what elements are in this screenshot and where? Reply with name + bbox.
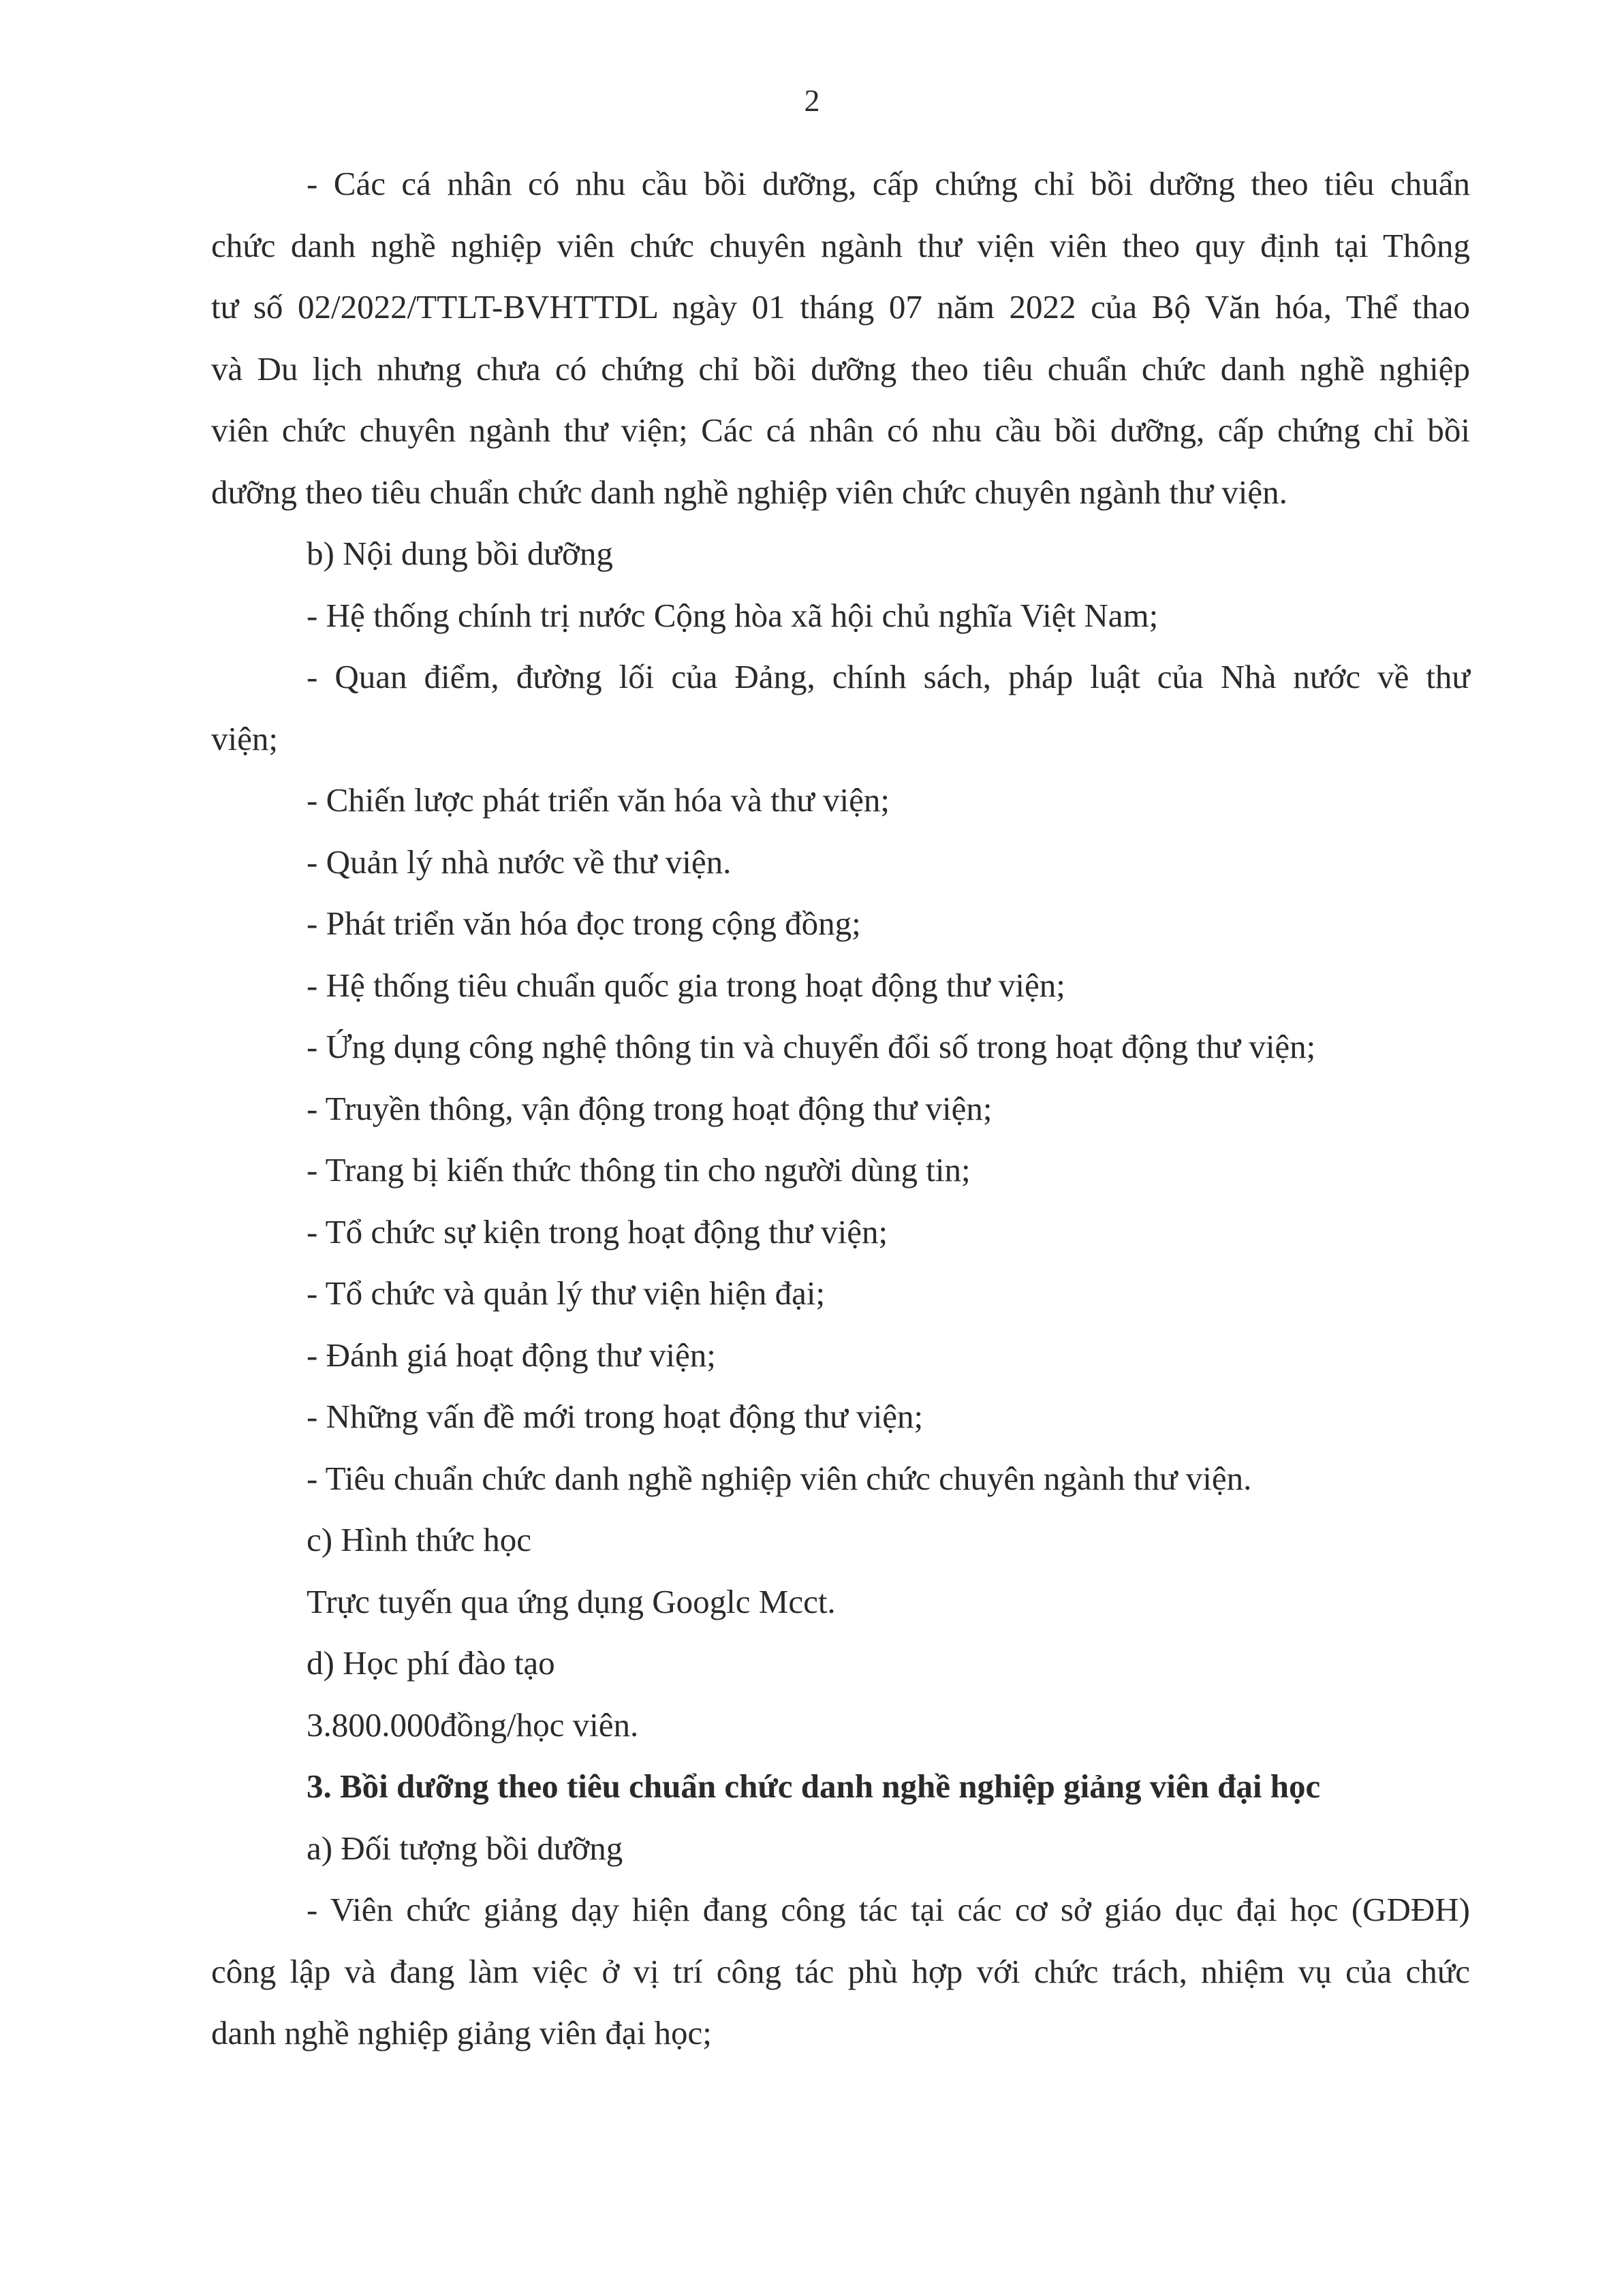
section-c-heading: c) Hình thức học (307, 1521, 531, 1558)
list-item: - Những vấn đề mới trong hoạt động thư viện; (307, 1398, 924, 1435)
section-d-heading: d) Học phí đào tạo (307, 1644, 555, 1682)
section-b-heading: b) Nội dung bồi dưỡng (307, 535, 613, 572)
paragraph-line: công lập và đang làm việc ở vị trí công tác phù hợp với chức trách, nhiệm vụ của chức (211, 1952, 1470, 1990)
list-item: - Tiêu chuẩn chức danh nghề nghiệp viên chức chuyên ngành thư viện. (307, 1459, 1252, 1497)
paragraph-line: chức danh nghề nghiệp viên chức chuyên ngành thư viện viên theo quy định tại Thông (211, 226, 1470, 264)
list-item: - Hệ thống tiêu chuẩn quốc gia trong hoạt động thư viện; (307, 966, 1065, 1004)
document-body (211, 153, 1470, 2064)
paragraph-line: và Du lịch nhưng chưa có chứng chỉ bồi dưỡng theo tiêu chuẩn chức danh nghề nghiệp (211, 349, 1470, 388)
paragraph-line: dưỡng theo tiêu chuẩn chức danh nghề nghiệp viên chức chuyên ngành thư viện. (211, 473, 1287, 511)
paragraph-line: tư số 02/2022/TTLT-BVHTTDL ngày 01 tháng 07 năm 2022 của Bộ Văn hóa, Thể thao (211, 288, 1470, 326)
list-item: - Hệ thống chính trị nước Cộng hòa xã hội chủ nghĩa Việt Nam; (307, 596, 1159, 634)
list-item: - Truyền thông, vận động trong hoạt động thư viện; (307, 1089, 993, 1127)
list-item-continuation: viện; (211, 719, 278, 757)
list-item: - Tổ chức và quản lý thư viện hiện đại; (307, 1274, 826, 1312)
list-item: - Chiến lược phát triển văn hóa và thư viện; (307, 781, 890, 819)
paragraph-line: - Các cá nhân có nhu cầu bồi dưỡng, cấp chứng chỉ bồi dưỡng theo tiêu chuẩn (307, 165, 1470, 202)
section-3a-heading: a) Đối tượng bồi dưỡng (307, 1829, 623, 1867)
paragraph-line: - Viên chức giảng dạy hiện đang công tác tại các cơ sở giáo dục đại học (GDĐH) (307, 1891, 1470, 1928)
list-item: - Tổ chức sự kiện trong hoạt động thư viện; (307, 1212, 888, 1251)
list-item: - Đánh giá hoạt động thư viện; (307, 1336, 716, 1374)
section-3-heading: 3. Bồi dưỡng theo tiêu chuẩn chức danh nghề nghiệp giảng viên đại học (307, 1767, 1321, 1805)
list-item: - Quản lý nhà nước về thư viện. (307, 843, 732, 881)
page-number: 2 (804, 83, 820, 118)
section-d-text: 3.800.000đồng/học viên. (307, 1705, 639, 1744)
section-c-text: Trực tuyến qua ứng dụng Googlc Mcct. (307, 1582, 836, 1620)
paragraph-line: danh nghề nghiệp giảng viên đại học; (211, 2014, 712, 2051)
list-item: - Ứng dụng công nghệ thông tin và chuyển đổi số trong hoạt động thư viện; (307, 1028, 1316, 1065)
paragraph-line: viên chức chuyên ngành thư viện; Các cá nhân có nhu cầu bồi dưỡng, cấp chứng chỉ bồi (211, 411, 1470, 449)
list-item: - Quan điểm, đường lối của Đảng, chính sách, pháp luật của Nhà nước về thư (307, 658, 1470, 695)
list-item: - Trang bị kiến thức thông tin cho người dùng tin; (307, 1151, 971, 1189)
list-item: - Phát triển văn hóa đọc trong cộng đồng; (307, 905, 861, 942)
